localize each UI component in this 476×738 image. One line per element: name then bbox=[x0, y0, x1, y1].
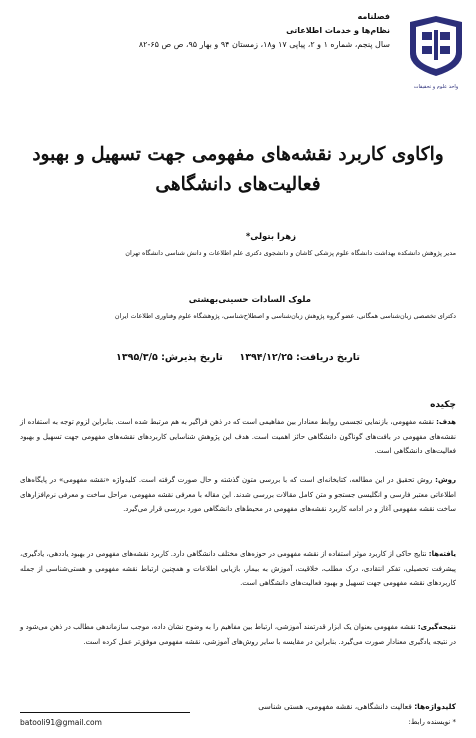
abstract-method bbox=[20, 473, 456, 517]
objective-label: هدف: bbox=[436, 418, 456, 426]
abstract-objective bbox=[20, 415, 456, 459]
university-logo bbox=[408, 14, 464, 90]
accepted-label: تاریخ پذیرش: bbox=[161, 352, 223, 363]
accepted-date: ۱۳۹۵/۳/۵ bbox=[116, 352, 158, 363]
method-label: روش: bbox=[435, 476, 456, 484]
journal-header bbox=[90, 10, 390, 52]
findings-label: یافته‌ها: bbox=[428, 550, 456, 558]
author-1-affiliation: مدیر پژوهش دانشکده بهداشت دانشگاه علوم پزشکی کاشان و دانشجوی دکتری علم اطلاعات و دانش شناسی دانشگاه تهران bbox=[125, 249, 456, 257]
author-2-affiliation: دکترای تخصصی زبان‌شناسی همگانی، عضو گروه پژوهش زبان‌شناسی و اصطلاح‌شناسی، پژوهشگاه علوم وفناوری اطلاعات ایران bbox=[114, 312, 456, 320]
journal-type: فصلنامه bbox=[357, 12, 390, 21]
keywords-label: کلیدواژه‌ها: bbox=[414, 702, 456, 711]
method-text: روش تحقیق در این مطالعه، کتابخانه‌ای است که با بررسی متون گذشته و حال صورت گرفته است. کلیدواژه «نقشه مفهومی» در پایگاه‌های اطلاعاتی معتبر فارسی و انگلیسی جستجو و متن کامل مقالات بررسی شدند. این مقاله با معرفی نقشه مفهومی، مراحل ساخت و معرفی نرم‌افزارهای ساخت نقشه مفهومی آغاز و در ادامه کاربرد نقشه‌های مفهومی در محیط‌های دانشگاهی مورد بررسی قرار می‌گیرد. bbox=[20, 476, 456, 513]
abstract-conclusion bbox=[20, 620, 456, 649]
objective-text: نقشه مفهومی، بازنمایی تجسمی روابط معنادار بین مفاهیمی است که در ذهن فراگیر به هم مرتبط شده است. بنابراین لزوم توجه به استفاده از نقشه‌های مفهومی در بافت‌های گوناگون دانشگاهی حائز اهمیت است. هدف این پژوهش شناسایی کاربردهای نقشه‌های مفهومی جهت تسهیل و بهبود فعالیت‌های دانشگاهی است. bbox=[20, 418, 456, 455]
received-date: ۱۳۹۴/۱۲/۲۵ bbox=[239, 352, 293, 363]
corresponding-label: * نویسنده رابط: bbox=[408, 718, 456, 726]
conclusion-label: نتیجه‌گیری: bbox=[417, 623, 456, 631]
university-emblem-icon bbox=[408, 14, 464, 84]
abstract-heading: چکیده bbox=[430, 400, 456, 410]
author-2-name: ملوک السادات حسینی‌بهشتی bbox=[188, 295, 311, 305]
article-dates bbox=[0, 352, 476, 363]
received-label: تاریخ دریافت: bbox=[296, 352, 360, 363]
author-1-name: زهرا بتولی* bbox=[245, 232, 296, 242]
findings-text: نتایج حاکی از کاربرد موثر استفاده از نقشه مفهومی در حوزه‌های مختلف دانشگاهی دارد. کاربرد نقشه‌های مفهومی در بهبود یاددهی، یادگیری، پیشرفت تحصیلی، تفکر انتقادی، درک مطلب، خلاقیت، آموزش به بیمار، بازیابی اطلاعات و همچنین ارتباط نقشه مفهومی و هستی‌شناسی از جمله کاربردهای نقشه مفهومی جهت تسهیل و بهبود فعالیت‌های دانشگاهی است. bbox=[20, 550, 456, 587]
logo-caption: واحد علوم و تحقیقات bbox=[413, 84, 459, 90]
keywords-text: فعالیت دانشگاهی، نقشه مفهومی، هستی شناسی bbox=[258, 702, 412, 711]
abstract-findings bbox=[20, 547, 456, 591]
footnote-rule bbox=[20, 712, 190, 713]
journal-issue: سال پنجم، شماره ۱ و ۲، پیاپی ۱۷ و۱۸، زمستان ۹۴ و بهار ۹۵، ص ص ۶۵-۸۲ bbox=[138, 40, 390, 49]
conclusion-text: نقشه مفهومی بعنوان یک ابزار قدرتمند آموزشی، ارتباط بین مفاهیم را به وضوح نشان داده، موجب سازماندهی مطالب در ذهن می‌شود و در نتیجه یادگیری معنادار صورت می‌گیرد. بنابراین در مقایسه با سایر روش‌های آموزشی، نقشه مفهومی موفق‌تر عمل کرده است. bbox=[20, 623, 456, 646]
journal-name: نظام‌ها و خدمات اطلاعاتی bbox=[286, 26, 390, 35]
corresponding-email[interactable]: batooli91@gmail.com bbox=[20, 718, 102, 727]
keywords bbox=[258, 702, 456, 711]
article-title: واکاوی کاربرد نقشه‌های مفهومی جهت تسهیل و بهبود فعالیت‌های دانشگاهی bbox=[32, 144, 444, 195]
